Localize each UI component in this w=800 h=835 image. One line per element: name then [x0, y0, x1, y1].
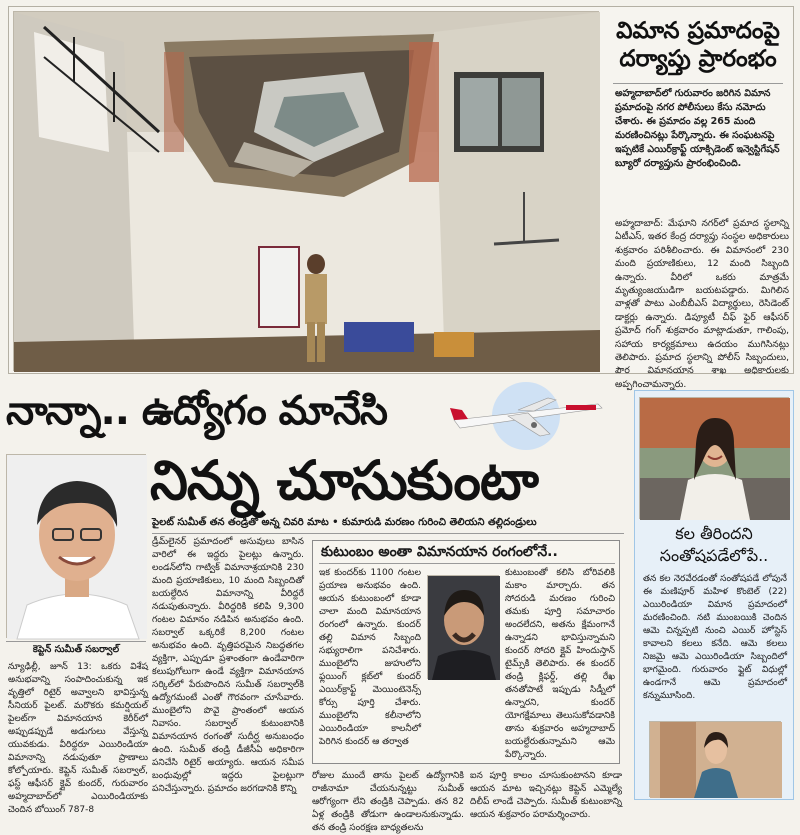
feature-headline-line1: నాన్నా.. ఉద్యోగం మానేసి [6, 388, 388, 434]
feature-bottom-left-text: రోజుల ముందే తాను పైలట్ ఉద్యోగానికి రాజీనామా చేయనున్నట్టు సుమీత్ ఆరోగ్యంగా లేని తండ్రికి చెప్పాడు. తన 82 ఏళ్ల తండ్రికి తోడుగా ఉండాలనుకున్నాడు. తన తండ్రి సంరక్షణ బాధ్యతలను [312, 771, 464, 833]
feature-headline-line2: నిన్ను చూసుకుంటా [150, 449, 538, 512]
crew-member-photo-2 [649, 721, 781, 797]
divider [152, 533, 624, 534]
divider [319, 563, 615, 564]
top-story [8, 6, 794, 390]
crash-site-photo [13, 11, 599, 371]
sidebar-text: తన కల నెరవేరడంతో సంతోషపడే లోపునే ఈ మణిపూర్ మహిళ కొంబెల్ (22) ఎయిరిండియా విమాన ప్రమాదంలో మరణించింది. నటి ముంబయికి చెందిన ఆమె చిన్నప్పటి నుంచి ఎయిర్ హోస్టెస్ కావాలని కలలు కనేది. ఆమె కలలు నిజమై ఆమె ఎయిరిండియా సిబ్బందిలో భాగమైంది. గురువారం ఫ్లైట్ విధుల్లో ఉండగానే ఆమె ప్రమాదంలో కన్నుమూసింది. [643, 574, 787, 701]
divider [613, 83, 783, 84]
pilot-portrait [6, 454, 146, 638]
family-box-heading: కుటుంబం అంతా విమానయాన రంగంలోనే.. [321, 544, 558, 560]
airplane-icon [448, 380, 604, 450]
portrait-caption: కెప్టెన్ సుమీత్ సబర్వాల్ [6, 641, 146, 657]
copilot-photo [427, 575, 499, 679]
feature-col1-text: న్యూఢిల్లీ, జూన్ 13: ఒకరు విశేష అనుభవాన్ని సంపాదించుకున్న ఇక వృత్తిలో రిటైర్ అవ్వాలని భావిస్తున్న సీనియర్ పైలట్. మరొకరు కమర్షియల్ పైలట్‌గా విమానయాన కెరీర్‌లో అప్పుడప్పుడే అడుగులు వేస్తున్న యువకుడు. వీరిద్దరూ ఎయిరిండియా విమానాన్ని నడుపుతూ ప్రాణాలు కోల్పోయారు. కెప్టెన్ సుమీత్ సబర్వాల్, ఫస్ట్ ఆఫీసర్ క్లైవ్ కుందర్, గురువారం అహ్మదాబాద్‌లో ఎయిరిండియాకు చెందిన బోయింగ్ 787-8 [8, 662, 148, 815]
feature-deck: పైలట్ సుమీత్ తన తండ్రితో అన్న చివరి మాట • కుమారుడి మరణం గురించి తెలియని తల్లిదండ్రులు [152, 517, 537, 528]
top-story-lead: అహ్మదాబాద్‌లో గురువారం జరిగిన విమాన ప్రమాదంపై నగర పోలీసులు కేసు నమోదు చేశారు. ఈ ప్రమాదం వల్ల 265 మంది మరణించినట్లు పేర్కొన్నారు. ఈ సంఘటనపై ఇప్పటికే ఎయిర్‌క్రాఫ్ట్ యాక్సిడెంట్ ఇన్వెస్టిగేషన్ బ్యూరో దర్యాప్తును ప్రారంభించింది. [615, 88, 780, 169]
feature-bottom-right-text: ఐన పూర్తి కాలం చూసుకుంటానని కూడా ఆయన మాట ఇచ్చినట్లు కెప్టెన్ ఎమ్మెల్యే దిలీప్ లాండే చెప్పారు. సుమీత్ కుటుంబాన్ని ఆయన శుక్రవారం పరామర్శించారు. [470, 771, 622, 820]
family-box-left-text: ఇక కుందర్‌కు 1100 గంటల ప్రయాణ అనుభవం ఉంది. ఆయన కుటుంబంలో కూడా చాలా మంది విమానయాన రంగంలో ఉన్నారు. కుందర్ తల్లి విమాన సిబ్బంది సభ్యురాలిగా పనిచేశారు. ముంబైలోని జుహులోని ఫ్లయింగ్ క్లబ్‌లో కుందర్ ఎయిర్‌క్రాఫ్ట్ మెయింటెనెన్స్ కోర్సు పూర్తి చేశారు. ముంబైలోని కలీనాలోని ఎయిరిండియా కాలనీలో పెరిగిన కుందర్ ఆ తర్వాత [319, 568, 421, 747]
sidebar-story [634, 390, 794, 800]
feature-story [0, 380, 630, 833]
top-story-headline: విమాన ప్రమాదంపై దర్యాప్తు ప్రారంభం [616, 18, 780, 72]
feature-col2-text: డ్రీమ్‌లైనర్ ప్రమాదంలో అసువులు బాసిన వారిలో ఈ ఇద్దరు పైలట్లు ఉన్నారు. లండన్‌లోని గాట్విక్ విమానాశ్రయానికి 230 మంది ప్రయాణికులు, 10 మంది సిబ్బందితో బయల్దేరిన విమానాన్ని వీరిద్దరే నడుపుతున్నారు. వీరిద్దరికి కలిపి 9,300 గంటల విమానం నడిపిన అనుభవం ఉంది. సబర్వాల్ ఒక్కరికే 8,200 గంటల అనుభవం ఉంది. వృత్తిపరమైన నిబద్ధతగల వ్యక్తిగా, ఎప్పుడూ ప్రశాంతంగా ఉండేవారిగా కలుపుగోలుగా ఉండే వ్యక్తిగా విమానయాన సర్కిల్‌లో పేరుపొందిన సుమీత్ సబర్వాల్‌కి ఉద్యోగమంటే ఎంతో గౌరవంగా చూసేవారు. ముంబైలోని పొవై ప్రాంతంలో ఆయన నివాసం. సబర్వాల్ కుటుంబానికి విమానయాన రంగంతో సుదీర్ఘ అనుబంధం ఉంది. సుమీత్ తండ్రి డీజీసీఏ అధికారిగా పనిచేసి రిటైర్ అయ్యారు. ఆయన సమీప బంధువుల్లో ఇద్దరు పైలట్లుగా పనిచేస్తున్నారు. ప్రమాదం జరగడానికి కొన్ని [152, 537, 304, 794]
family-box [312, 540, 620, 764]
sidebar-heading: కల తీరిందని సంతోషపడేలోపే.. [659, 524, 769, 565]
crew-member-photo [639, 397, 789, 519]
top-story-body: అహ్మదాబాద్: మేఘాని నగర్‌లో ప్రమాద స్థలాన్ని ఏటీఎస్, ఇతర కేంద్ర దర్యాప్తు సంస్థల అధికారులు శుక్రవారం పరిశీలించారు. ఈ విమానంలో 230 మంది ప్రయాణికులు, 12 మంది సిబ్బంది ఉన్నారు. వీరిలో ఒకరు మాత్రమే మృత్యుంజయుడిగా బయటపడ్డారు. మిగిలిన వాళ్లతో పాటు ఎంబీబీఎస్ విద్యార్థులు, రెసిడెంట్ డాక్టర్లు ఉన్నారు. డిప్యూటీ చీఫ్ ఫైర్ ఆఫీసర్ ప్రమోద్ గంగ్ శుక్రవారం మాట్లాడుతూ, గాలింపు, సహాయ కార్యక్రమాలు ఉదయం ముగిసినట్లు తెలిపారు. ప్రమాద స్థలాన్ని పోలీస్ సిబ్బందులు, పౌర విమానయాన శాఖ అధికారులకు అప్పగించామన్నారు. [615, 218, 789, 390]
family-box-right-text: కుటుంబంతో కలిసి బోరివలికి మకాం మార్చారు. తన సోదరుడి మరణం గురించి తమకు పూర్తి సమాచారం అందలేదని, అతను క్షేమంగానే ఉన్నాడని భావిస్తున్నామని కుందర్ సోదరి క్లైవ్ హిందుస్తాన్ టైమ్స్‌కి తెలిపారు. ఈ కుందర్ తండ్రి క్లిఫర్డ్, తల్లి రేఖ తనతోపాటే ఇప్పుడు సిడ్నీలో ఉన్నారని, కుందర్ యోగక్షేమాలు తెలుసుకోవడానికి తాను శుక్రవారం అహ్మదాబాద్ బయల్దేరుతున్నామని ఆమె పేర్కొన్నారు. [505, 568, 615, 760]
